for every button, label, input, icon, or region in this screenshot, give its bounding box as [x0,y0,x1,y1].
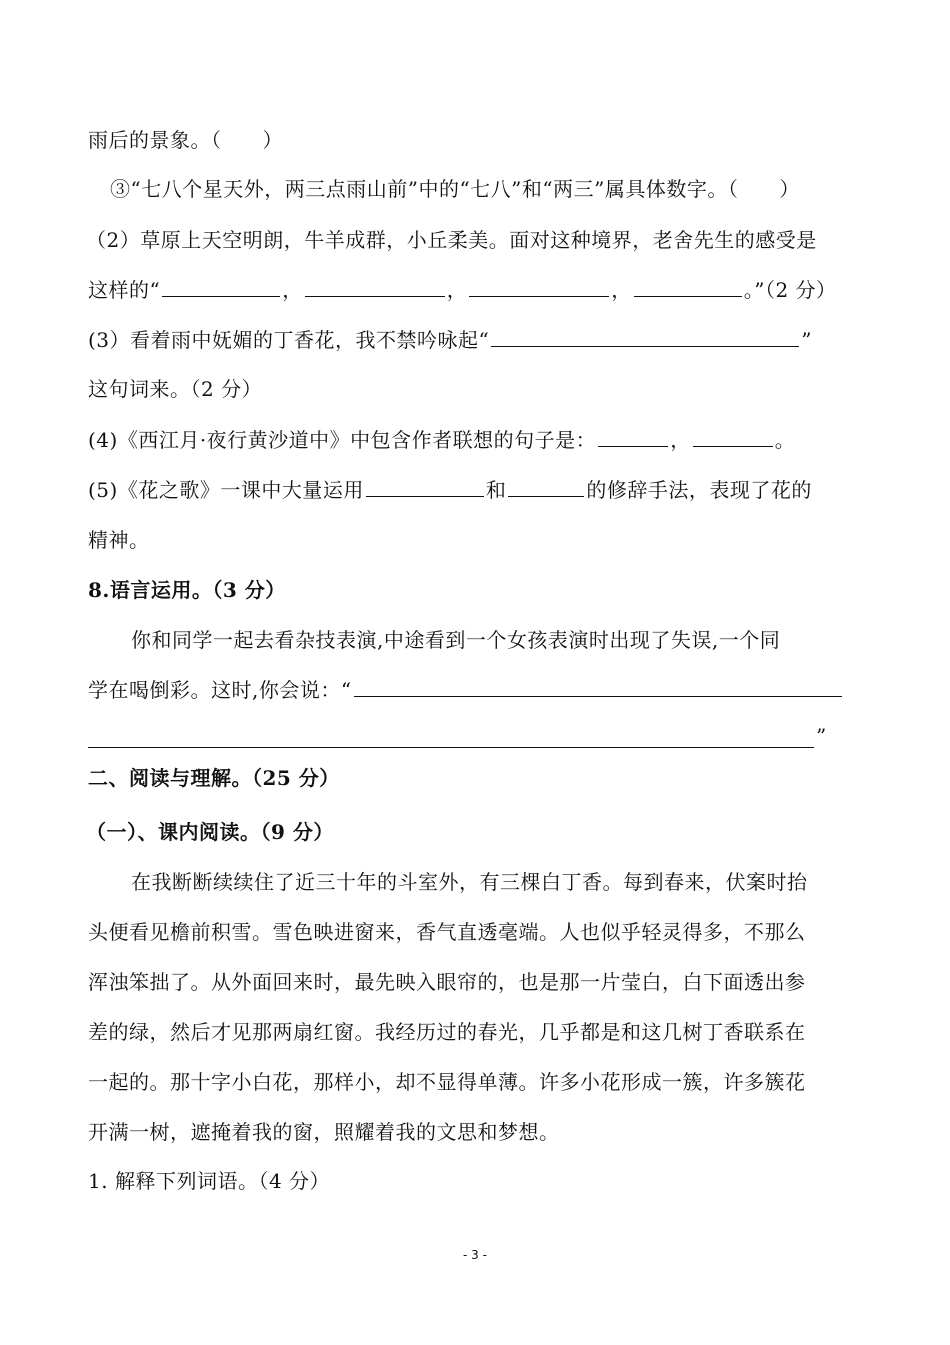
answer-blank[interactable] [491,326,799,347]
section2-part1-title [86,818,334,846]
q8-text: 你和同学一起去看杂技表演,中途看到一个女孩表演时出现了失误,一个同 [131,628,781,652]
q8-title-text: 8.语言运用。（3 分） [88,578,286,602]
q7-sub4 [88,426,795,454]
close-quote: ” [816,724,827,748]
answer-blank[interactable] [162,276,280,297]
answer-blank[interactable] [305,276,445,297]
section2-title-text: 二、阅读与理解。（25 分） [88,766,340,790]
answer-blank[interactable] [598,426,668,447]
passage-text: 头便看见檐前积雪。雪色映进窗来，香气直透毫端。人也似乎轻灵得多，不那么 [88,920,806,944]
answer-blank[interactable] [469,276,609,297]
q7-sub5-suffix: 的修辞手法，表现了花的 [586,478,812,502]
page-number: - 3 - [463,1248,487,1262]
comma: ， [611,278,632,302]
q7-item-3-text: ③“七八个星天外，两三点雨山前”中的“七八”和“两三”属具体数字。（ ） [110,177,800,201]
passage-line [88,1068,806,1096]
q8-close-quote [816,722,827,750]
q7-sub4-prefix: (4)《西江月·夜行黄沙道中》中包含作者联想的句子是： [88,428,597,452]
q7-sub3-line1 [88,326,812,354]
q7-sub3-line2 [88,375,262,403]
q7-cont-text: 雨后的景象。（ ） [88,128,283,152]
comma: ， [282,278,303,302]
q7-sub5-line1 [88,476,812,504]
passage-text: 差的绿，然后才见那两扇红窗。我经历过的春光，几乎都是和这几树丁香联系在 [88,1020,806,1044]
answer-blank[interactable] [354,676,842,697]
passage-line [131,868,808,896]
q7-sub5-text: 精神。 [88,528,150,552]
passage-text: 一起的。那十字小白花，那样小，却不显得单薄。许多小花形成一簇，许多簇花 [88,1070,806,1094]
question-1-text: 1. 解释下列词语。（4 分） [88,1169,331,1193]
q7-sub5-line2 [88,526,150,554]
q7-sub2-prefix: 这样的“ [88,278,161,302]
period: 。 [774,428,796,452]
comma: ， [670,428,691,452]
passage-line [88,1118,560,1146]
section2-question-1 [88,1167,330,1195]
passage-line [88,968,806,996]
answer-blank[interactable] [366,476,484,497]
passage-text: 在我断断续续住了近三十年的斗室外，有三棵白丁香。每到春来，伏案时抬 [131,870,808,894]
answer-blank[interactable] [634,276,742,297]
q7-sub2-suffix: 。”（2 分） [743,278,837,302]
q8-paragraph-line2 [88,676,844,704]
passage-text: 开满一树，遮掩着我的窗，照耀着我的文思和梦想。 [88,1120,560,1144]
part1-title-text: （一）、课内阅读。（9 分） [86,820,334,844]
answer-blank[interactable] [508,476,584,497]
section2-title [88,764,340,792]
comma: ， [446,278,468,302]
answer-blank[interactable] [693,426,773,447]
passage-line [88,1018,806,1046]
q7-item-3 [110,175,800,203]
passage-text: 浑浊笨拙了。从外面回来时，最先映入眼帘的，也是那一片莹白，白下面透出参 [88,970,806,994]
answer-rule[interactable] [88,726,814,748]
q8-title [88,576,286,604]
q8-paragraph-line1 [131,626,780,654]
q7-sub2-text: （2）草原上天空明朗，牛羊成群，小丘柔美。面对这种境界，老舍先生的感受是 [86,228,817,252]
q7-sub5-and: 和 [485,478,507,502]
q7-sub3-prefix: (3）看着雨中妩媚的丁香花，我不禁吟咏起“ [88,328,490,352]
q7-sub2-line1 [86,226,817,254]
close-quote: ” [801,328,812,352]
q7-sub5-prefix: (5)《花之歌》一课中大量运用 [88,478,364,502]
q7-sub3-text: 这句词来。（2 分） [88,377,263,401]
q8-prefix: 学在喝倒彩。这时,你会说：“ [88,678,352,702]
q7-continuation-line [88,126,283,154]
passage-line [88,918,806,946]
q7-sub2-line2 [88,276,837,304]
